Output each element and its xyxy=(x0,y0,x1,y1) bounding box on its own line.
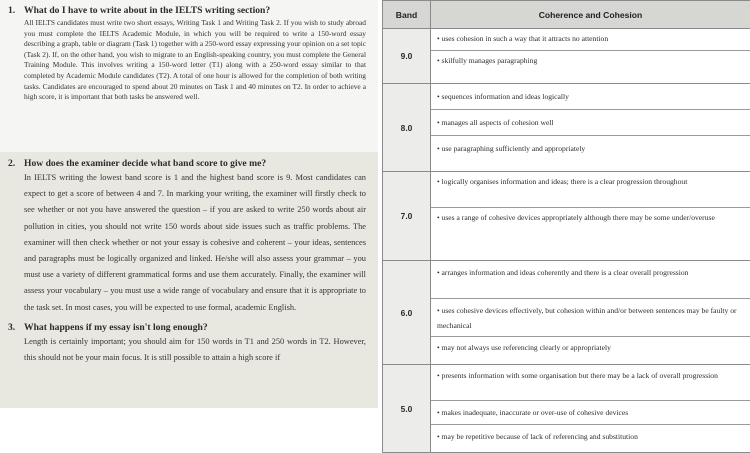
descriptor-item: • manages all aspects of cohesion well xyxy=(431,110,750,136)
question-heading-1 xyxy=(8,4,366,17)
band-score: 9.0 xyxy=(383,29,431,84)
question-heading-3 xyxy=(8,321,366,334)
band-score: 6.0 xyxy=(383,261,431,365)
descriptor-item: • sequences information and ideas logically xyxy=(431,84,750,110)
answer-paragraph-2: In IELTS writing the lowest band score is 1 and the highest band score is 9. Most candidates can expect to get a score of between 4 and 7. In marking your writing, the examiner will firstly check to see whether or not you have answered the question – if you are asked to write 250 words about air pollution in cities, you should not write 150 words about side issues such as traffic problems. The examiner will then check whether or not your essay is cohesive and coherent – your ideas, sentences and paragraphs must be logically organized and linked. He/she will also assess your grammar – you must use a variety of different grammatical forms and use them accurately. Finally, the examiner will assess your vocabulary – you must use a wide range of vocabulary and ensure that it is appropriate to the task set. In most cases, you will be expected to use formal, academic English. xyxy=(24,170,366,316)
table-row xyxy=(383,84,750,172)
descriptor-item: • presents information with some organisation but there may be a lack of overall progression xyxy=(431,365,750,401)
header-coherence-cohesion: Coherence and Cohesion xyxy=(431,1,750,29)
table-row xyxy=(383,172,750,261)
faq-column xyxy=(0,0,378,408)
question-number-2: 2. xyxy=(8,157,24,170)
answer-paragraph-1: All IELTS candidates must write two short essays, Writing Task 1 and Writing Task 2. If you wish to study abroad you must complete the IELTS Academic Module, in which you will be required to write a 150-word essay describing a graph, table or diagram (Task 1) together with a 250-word essay expressing your opinion on a set topic (Task 2). If, on the other hand, you wish to migrate to an English-speaking country, you must complete the General Training Module. This involves writing a 150-word letter (T1) along with a 250-word essay similar to that completed by Academic Module candidates (T2). A total of one hour is allowed for the completion of both writing tasks. Candidates are encouraged to spend about 20 minutes on Task 1 and 40 minutes on T2. In order to achieve a high score, it is important that both tasks be answered well. xyxy=(24,18,366,103)
table-row xyxy=(383,261,750,365)
table-row xyxy=(383,365,750,453)
descriptor-item: • arranges information and ideas coherently and there is a clear overall progression xyxy=(431,261,750,299)
band-score: 7.0 xyxy=(383,172,431,261)
descriptor-item: • may be repetitive because of lack of referencing and substitution xyxy=(431,425,750,449)
question-title-3: What happens if my essay isn't long enough? xyxy=(24,322,208,333)
descriptor-item: • logically organises information and ideas; there is a clear progression throughout xyxy=(431,172,750,208)
faq-section-1 xyxy=(0,0,378,152)
band-descriptors xyxy=(431,172,750,261)
band-descriptors xyxy=(431,84,750,172)
descriptor-item: • skilfully manages paragraphing xyxy=(431,51,750,73)
question-heading-2 xyxy=(8,157,366,170)
question-title-1: What do I have to write about in the IELTS writing section? xyxy=(24,5,270,16)
band-score: 8.0 xyxy=(383,84,431,172)
faq-section-2 xyxy=(0,152,378,408)
answer-paragraph-3: Length is certainly important; you should aim for 150 words in T1 and 250 words in T2. However, this should not be your main focus. It is still possible to attain a high score if xyxy=(24,334,366,366)
question-number-1: 1. xyxy=(8,4,24,17)
descriptor-item: • uses a range of cohesive devices appropriately although there may be some under/overuse xyxy=(431,208,750,244)
question-title-2: How does the examiner decide what band score to give me? xyxy=(24,158,266,169)
band-descriptors xyxy=(431,365,750,453)
descriptor-item: • uses cohesive devices effectively, but cohesion within and/or between sentences may be faulty or mechanical xyxy=(431,299,750,337)
band-descriptors xyxy=(431,261,750,365)
table-row xyxy=(383,29,750,84)
band-score: 5.0 xyxy=(383,365,431,453)
descriptor-item: • uses cohesion in such a way that it attracts no attention xyxy=(431,29,750,51)
table-header-row xyxy=(383,1,750,29)
question-number-3: 3. xyxy=(8,321,24,334)
descriptor-item: • makes inadequate, inaccurate or over-use of cohesive devices xyxy=(431,401,750,425)
band-descriptor-table-container xyxy=(382,0,750,408)
descriptor-item: • may not always use referencing clearly or appropriately xyxy=(431,337,750,359)
band-descriptors xyxy=(431,29,750,84)
header-band: Band xyxy=(383,1,431,29)
band-descriptor-table xyxy=(382,0,750,453)
descriptor-item: • use paragraphing sufficiently and appropriately xyxy=(431,136,750,162)
